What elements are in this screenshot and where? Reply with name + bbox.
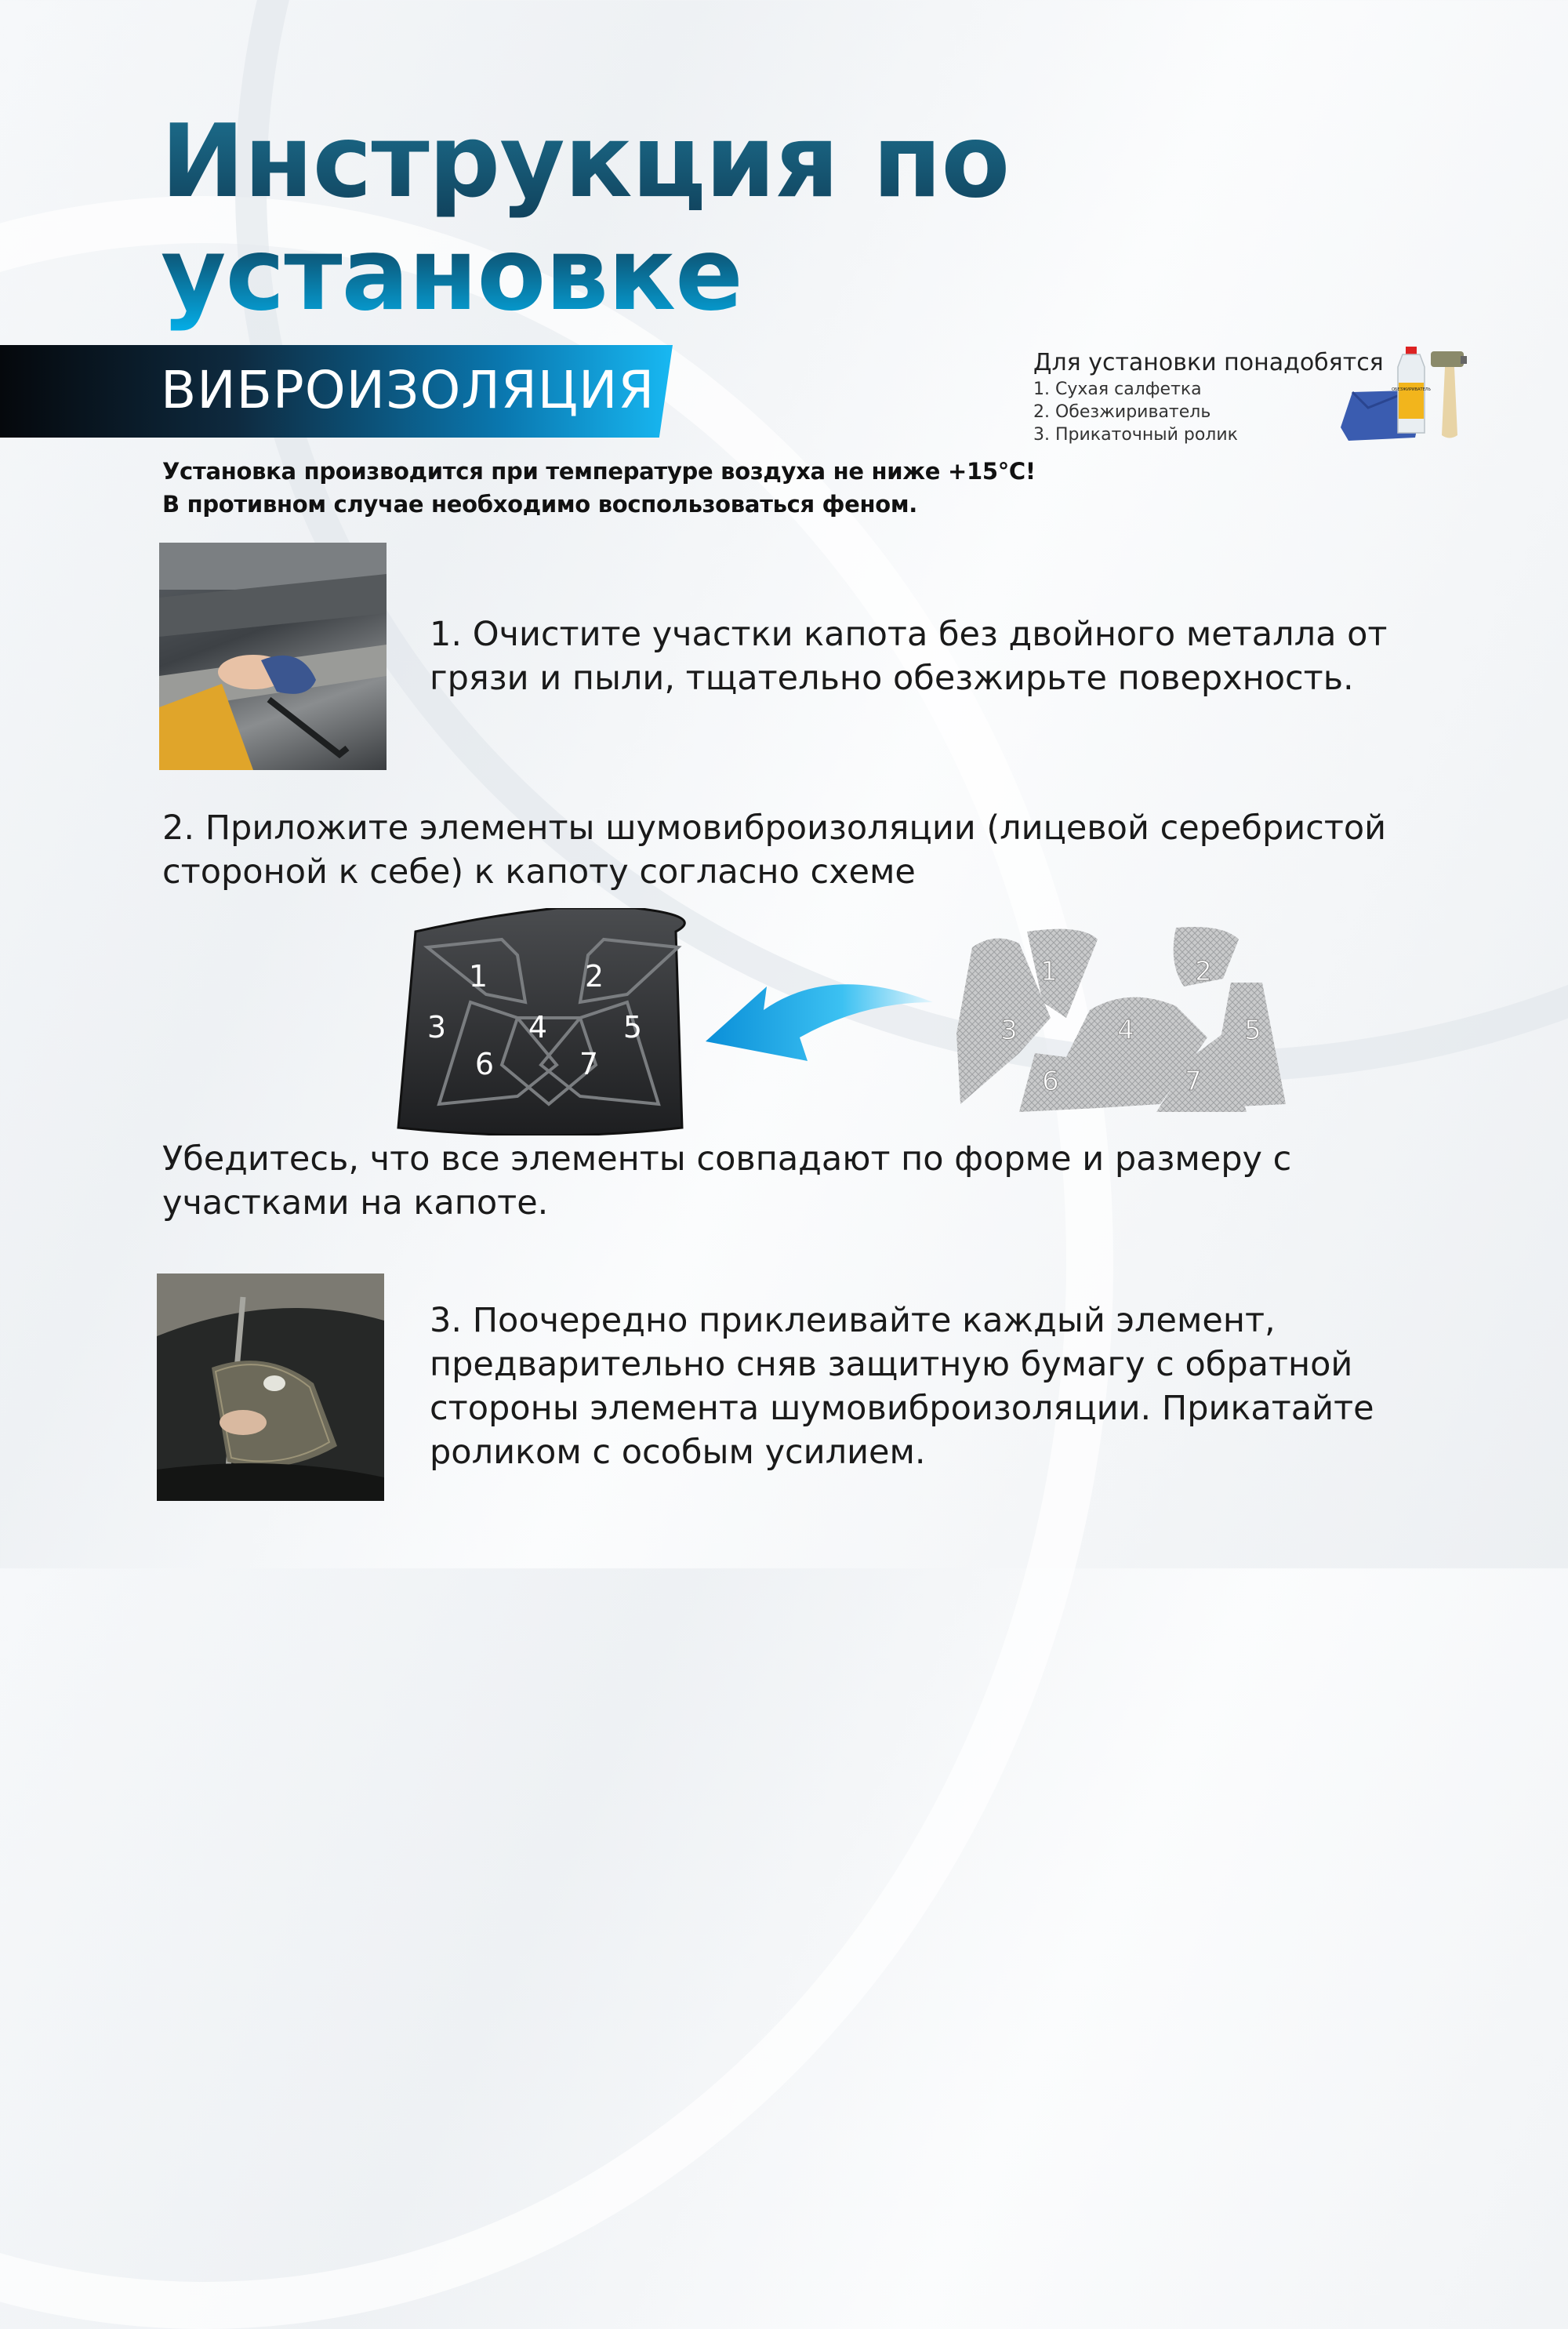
hood-number: 2 xyxy=(584,959,604,994)
hood-number: 7 xyxy=(579,1047,599,1081)
temperature-warning xyxy=(162,455,1036,521)
required-tool-item: 1. Сухая салфетка xyxy=(1033,380,1202,399)
required-tool-item: 3. Прикаточный ролик xyxy=(1033,425,1238,445)
required-tool-item: 2. Обезжириватель xyxy=(1033,402,1211,422)
warning-line-1: Установка производится при температуре воздуха не ниже +15°С! xyxy=(162,458,1036,485)
piece-number: 3 xyxy=(1000,1015,1018,1046)
piece-number: 1 xyxy=(1040,956,1058,987)
required-tools-heading: Для установки понадобятся xyxy=(1033,349,1384,376)
hood-number: 3 xyxy=(426,1010,447,1045)
foil-pieces-diagram xyxy=(956,927,1286,1112)
hood-diagram xyxy=(398,908,684,1135)
check-text xyxy=(162,1137,1291,1225)
hood-number: 4 xyxy=(528,1010,548,1045)
step2-line-1: 2. Приложите элементы шумовиброизоляции (лицевой серебристой xyxy=(162,808,1387,848)
step1-photo xyxy=(159,543,387,770)
title-line-2: установке xyxy=(161,216,742,333)
step2-line-2: стороной к себе) к капоту согласно схеме xyxy=(162,852,916,892)
step3-text xyxy=(430,1299,1374,1474)
step3-line-3: стороны элемента шумовиброизоляции. Прикатайте xyxy=(430,1389,1374,1428)
step3-photo xyxy=(157,1274,384,1501)
bottle-label: ОБЕЗЖИРИВАТЕЛЬ xyxy=(1392,387,1431,392)
hood-number: 6 xyxy=(474,1047,495,1081)
piece-number: 7 xyxy=(1185,1066,1202,1097)
warning-line-2: В противном случае необходимо воспользоваться феном. xyxy=(162,491,917,518)
tools-illustration xyxy=(1337,345,1478,443)
section-banner-label: ВИБРОИЗОЛЯЦИЯ xyxy=(161,360,655,420)
check-line-2: участками на капоте. xyxy=(162,1183,549,1223)
step1-line-2: грязи и пыли, тщательно обезжирьте поверхность. xyxy=(430,659,1354,698)
degreaser-bottle-icon xyxy=(1392,347,1431,433)
roller-icon xyxy=(1431,351,1467,438)
step3-line-4: роликом с особым усилием. xyxy=(430,1433,926,1472)
page-title xyxy=(161,106,1009,332)
hood-number: 1 xyxy=(468,959,488,994)
step3-line-2: предварительно сняв защитную бумагу с обратной xyxy=(430,1345,1353,1384)
hood-number: 5 xyxy=(622,1010,643,1045)
piece-number: 5 xyxy=(1244,1015,1261,1046)
step1-text xyxy=(430,612,1387,700)
piece-number: 6 xyxy=(1042,1066,1059,1097)
check-line-1: Убедитесь, что все элементы совпадают по форме и размеру с xyxy=(162,1139,1292,1179)
step2-text xyxy=(162,806,1386,894)
step3-line-1: 3. Поочередно приклеивайте каждый элемент, xyxy=(430,1301,1276,1340)
placement-diagram xyxy=(392,908,1301,1135)
arrow-left-icon xyxy=(706,984,933,1061)
title-line-1: Инструкция по xyxy=(161,104,1010,220)
required-tools-list xyxy=(1033,348,1384,446)
piece-number: 2 xyxy=(1195,956,1212,987)
piece-number: 4 xyxy=(1117,1015,1134,1046)
step1-line-1: 1. Очистите участки капота без двойного металла от xyxy=(430,615,1388,654)
